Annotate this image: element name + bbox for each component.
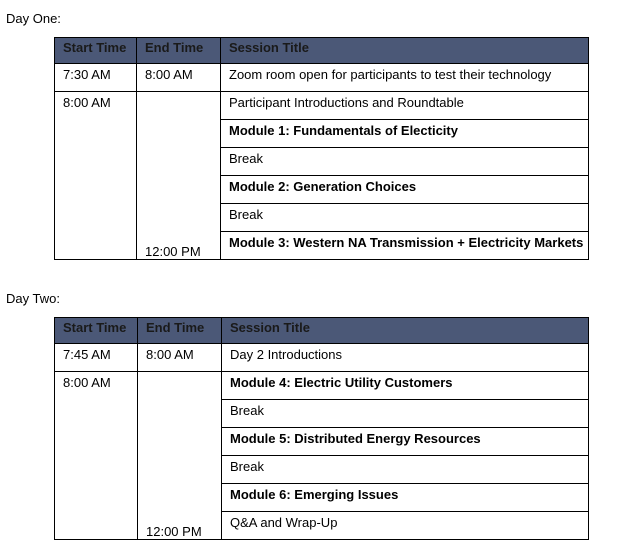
session-title-cell: Module 1: Fundamentals of Electicity [221,120,589,148]
table-row [55,92,589,120]
session-title-cell: Module 6: Emerging Issues [222,484,589,512]
session-title-cell: Module 4: Electric Utility Customers [222,372,589,400]
table-header-row [55,318,589,344]
session-title-cell: Break [221,148,589,176]
session-title-cell: Day 2 Introductions [222,344,589,372]
session-title-cell: Break [222,456,589,484]
header-end-time: End Time [138,318,222,344]
session-title-cell: Break [221,204,589,232]
session-title-cell: Module 5: Distributed Energy Resources [222,428,589,456]
session-title-cell: Module 3: Western NA Transmission + Electricity Markets [221,232,589,260]
day-two-label: Day Two: [6,291,60,306]
table-row [55,64,589,92]
start-time-cell: 7:45 AM [55,344,138,372]
start-time-cell: 8:00 AM [55,92,137,260]
day-one-label: Day One: [6,11,61,26]
table-row [55,344,589,372]
end-time-cell: 12:00 PM [138,372,222,540]
header-start-time: Start Time [55,38,137,64]
start-time-cell: 8:00 AM [55,372,138,540]
table-row [55,372,589,400]
header-session-title: Session Title [221,38,589,64]
day-two-schedule-table [54,317,589,540]
start-time-cell: 7:30 AM [55,64,137,92]
table-header-row [55,38,589,64]
session-title-cell: Q&A and Wrap-Up [222,512,589,540]
end-time-cell: 8:00 AM [137,64,221,92]
session-title-cell: Module 2: Generation Choices [221,176,589,204]
end-time-cell: 8:00 AM [138,344,222,372]
header-start-time: Start Time [55,318,138,344]
session-title-cell: Break [222,400,589,428]
day-one-schedule-table [54,37,589,260]
header-session-title: Session Title [222,318,589,344]
end-time-cell: 12:00 PM [137,92,221,260]
session-title-cell: Zoom room open for participants to test their technology [221,64,589,92]
session-title-cell: Participant Introductions and Roundtable [221,92,589,120]
header-end-time: End Time [137,38,221,64]
